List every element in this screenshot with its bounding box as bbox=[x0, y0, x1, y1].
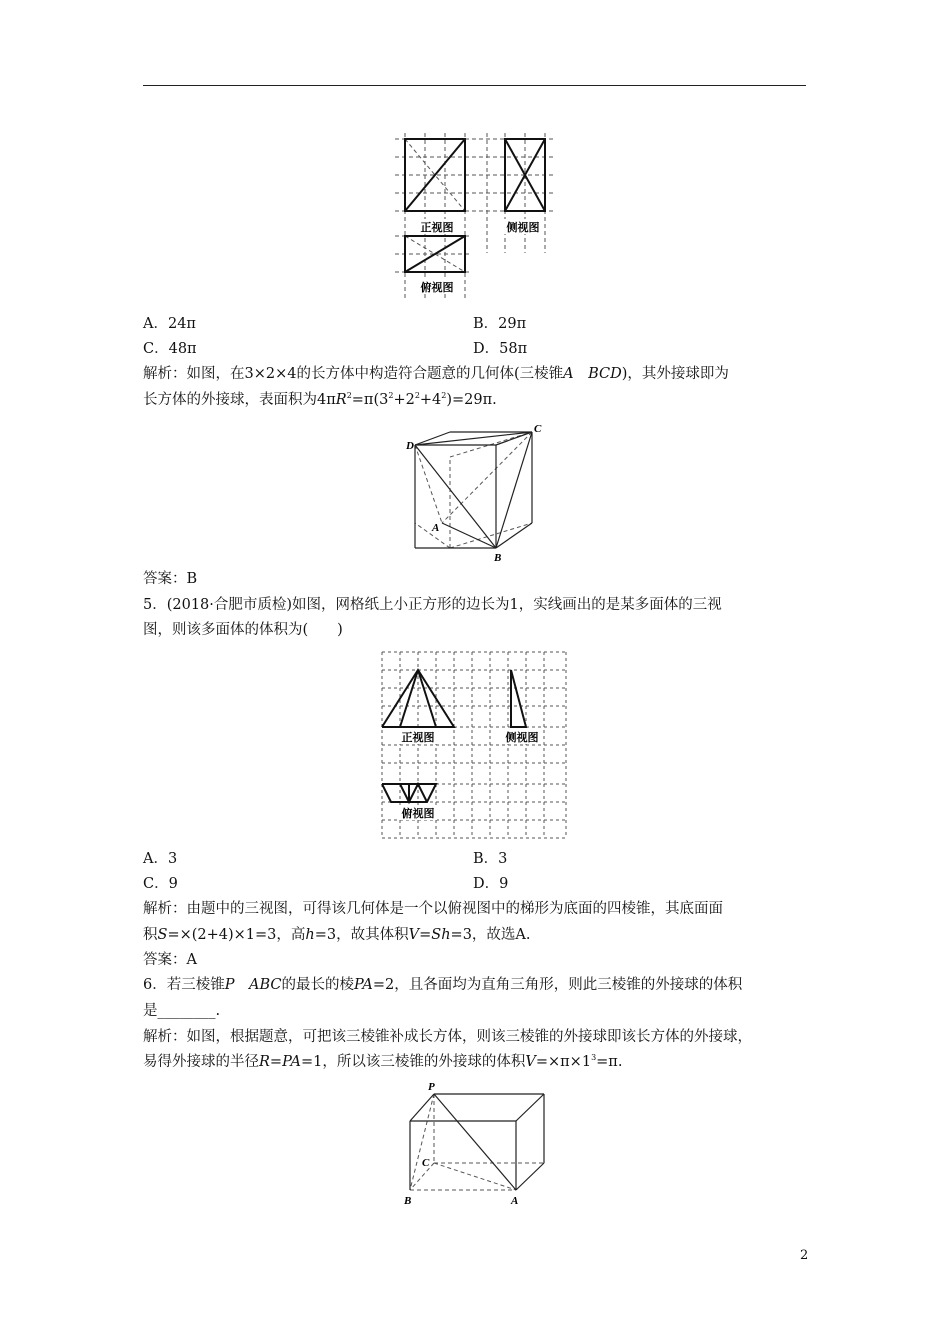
three-view-figure-1 bbox=[395, 133, 555, 298]
q6-stem-line-1: 6．若三棱锥P ABC的最长的棱PA=2，且各面均为直角三角形，则此三棱锥的外接球的体积 bbox=[143, 977, 743, 993]
label-b: B bbox=[494, 552, 502, 564]
q5-stem-line-1: 5．(2018·合肥市质检)如图，网格纸上小正方形的边长为1，实线画出的是某多面体的三视 bbox=[143, 597, 722, 613]
q5-analysis-line-2: 积S=×(2+4)×1=3，高h=3，故其体积V=Sh=3，故选A. bbox=[143, 927, 531, 943]
q6-analysis-line-2: 易得外接球的半径R=PA=1，所以该三棱锥的外接球的体积$V=\times\pi\times 1^3=\pi$. bbox=[143, 1053, 623, 1070]
label-p: P bbox=[428, 1081, 435, 1093]
label-b-2: B bbox=[404, 1195, 412, 1207]
q5-analysis-line-1: 解析：由题中的三视图，可得该几何体是一个以俯视图中的梯形为底面的四棱锥，其底面面 bbox=[143, 901, 723, 917]
header-rule bbox=[143, 85, 806, 86]
label-a-2: A bbox=[511, 1195, 519, 1207]
q4-answer: 答案：B bbox=[143, 571, 198, 587]
q4-option-c: C．48π bbox=[143, 341, 197, 357]
q5-option-b: B．3 bbox=[473, 851, 508, 867]
q5-option-a: A．3 bbox=[143, 851, 178, 867]
q4-option-b: B．29π bbox=[473, 316, 527, 332]
q5-answer: 答案：A bbox=[143, 952, 197, 968]
label-c-2: C bbox=[422, 1157, 430, 1169]
top-view-caption: 俯视图 bbox=[420, 281, 454, 294]
q4-option-a: A．24π bbox=[143, 316, 196, 332]
front-view-caption: 正视图 bbox=[420, 221, 454, 234]
front-view-caption-2: 正视图 bbox=[401, 731, 435, 744]
q5-stem-line-2: 图，则该多面体的体积为( ) bbox=[143, 622, 343, 638]
label-d: D bbox=[406, 440, 414, 452]
label-c: C bbox=[534, 423, 542, 435]
three-view-figure-2 bbox=[380, 650, 568, 840]
q6-stem-line-2: 是________. bbox=[143, 1003, 221, 1019]
q6-analysis-line-1: 解析：如图，根据题意，可把该三棱锥补成长方体，则该三棱锥的外接球即该长方体的外接球， bbox=[143, 1029, 752, 1045]
side-view-caption: 侧视图 bbox=[506, 221, 540, 234]
q4-analysis-line-1: 解析：如图，在3×2×4的长方体中构造符合题意的几何体(三棱锥A BCD)，其外接球即为 bbox=[143, 366, 729, 382]
label-a: A bbox=[432, 522, 440, 534]
cuboid-figure-abcd bbox=[400, 420, 550, 565]
cuboid-figure-pabc bbox=[398, 1078, 556, 1213]
top-view-caption-2: 俯视图 bbox=[401, 807, 435, 820]
q5-option-d: D．9 bbox=[473, 876, 509, 892]
q5-option-c: C．9 bbox=[143, 876, 178, 892]
q4-option-d: D．58π bbox=[473, 341, 528, 357]
page-number: 2 bbox=[800, 1248, 809, 1263]
q4-analysis-line-2: 长方体的外接球，表面积为$4\pi R^2=\pi(3^2+2^2+4^2)=29\pi$. bbox=[143, 391, 497, 408]
side-view-caption-2: 侧视图 bbox=[505, 731, 539, 744]
